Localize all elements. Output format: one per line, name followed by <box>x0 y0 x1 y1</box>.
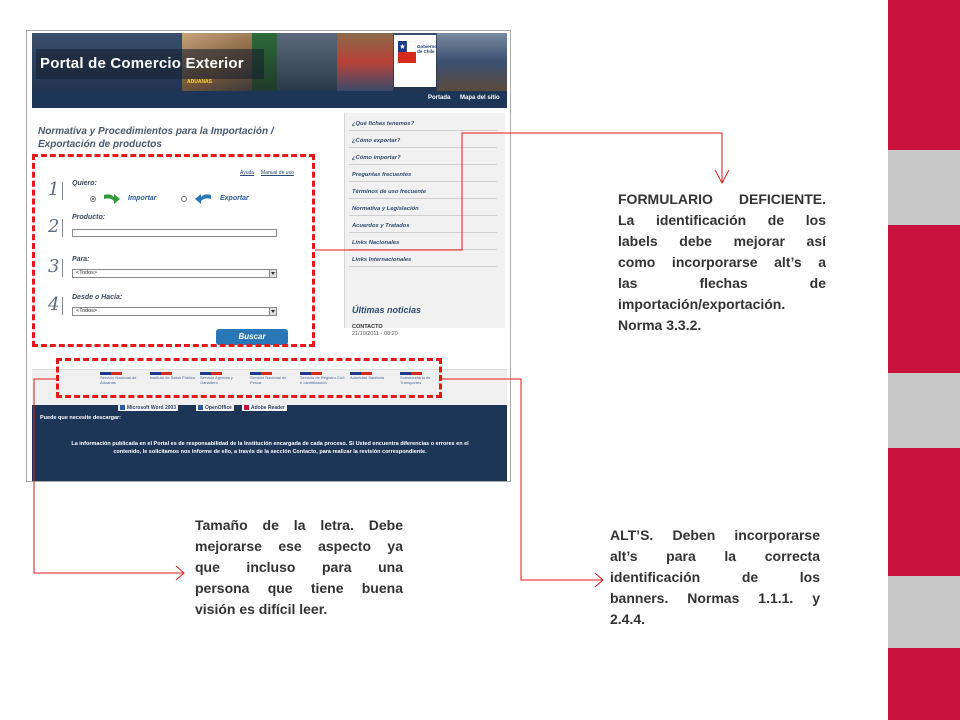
step-2-number: 2 <box>48 216 60 237</box>
para-select-value: <Todos> <box>76 270 98 276</box>
step-3-number: 3 <box>48 256 60 277</box>
annotation-alts-line: alt’s para la correcta <box>610 548 820 564</box>
annotation-alts-line: identificación de los <box>610 569 820 585</box>
sidebar-item[interactable]: Normativa y Legislación <box>349 202 497 216</box>
banner-label: Autoridad Sanitaria <box>350 375 385 380</box>
sidebar-item[interactable]: Términos de uso frecuente <box>349 185 497 199</box>
sidebar-item[interactable]: Links Nacionales <box>349 236 497 250</box>
annotation-formulario-line: como incorporarse alt’s a <box>618 254 826 270</box>
option-exportar[interactable]: Exportar <box>220 195 249 202</box>
annotation-tamano-letra <box>195 515 403 620</box>
footer-notice-line-2: contenido, le solicitamos nos informe de ello, a través de la sección Contacto, para realizar la revisión correspondiente. <box>113 449 427 455</box>
banner-label: Subsecretaría de Transportes <box>400 375 431 385</box>
banner-label: Servicio Nacional de Aduanas <box>100 375 137 385</box>
connector-font-size <box>34 379 184 573</box>
news-title: Últimas noticias <box>352 305 422 315</box>
annotation-alts-line: banners. Normas 1.1.1. y <box>610 590 820 606</box>
footer-notice-line-1: La información publicada en el Portal es de responsabilidad de la Institución encargada de cada proceso. Si Usted encuentra diferencias o errores en el <box>71 441 469 447</box>
banner-label: Servicio de Registro Civil e Identificación <box>300 375 345 385</box>
annotation-tamano-line: visión es difícil leer. <box>195 601 328 617</box>
gov-text-1: Gobierno <box>417 44 437 49</box>
annotation-alts-line: 2.4.4. <box>610 611 646 627</box>
sidebar-item[interactable]: Acuerdos y Tratados <box>349 219 497 233</box>
step-1-number: 1 <box>48 179 60 200</box>
annotation-tamano-line: persona que tiene buena <box>195 580 403 596</box>
banner-label: Servicio Agrícola y Ganadero <box>200 375 233 385</box>
annotation-tamano-line: mejorarse ese aspecto ya <box>195 538 403 554</box>
download-reader-label: Adobe Reader <box>251 405 285 411</box>
annotation-tamano-line: Tamaño de la letra. Debe <box>195 517 403 533</box>
annotation-formulario-line: las flechas de <box>618 275 826 291</box>
page-title-line-1: Normativa y Procedimientos para la Importación / <box>38 126 274 137</box>
annotation-tamano-line: que incluso para una <box>195 559 403 575</box>
link-manual-uso[interactable]: Manual de uso <box>261 170 294 176</box>
annotation-alts <box>610 525 820 630</box>
label-quiero: Quiero: <box>72 180 97 187</box>
nav-mapa-sitio[interactable]: Mapa del sitio <box>460 95 500 101</box>
portal-title: Portal de Comercio Exterior <box>36 49 264 79</box>
annotation-formulario-line: labels debe mejorar así <box>618 233 826 249</box>
desde-select-value: <Todos> <box>76 308 98 314</box>
connector-alts <box>442 379 603 580</box>
label-producto: Producto: <box>72 214 106 221</box>
page-title-line-2: Exportación de productos <box>38 139 162 150</box>
banner-label: Servicio Nacional de Pesca <box>250 375 287 385</box>
sidebar-item[interactable]: Links Internacionales <box>349 253 497 267</box>
sidebar-item[interactable]: ¿Cómo importar? <box>349 151 497 165</box>
gov-text-2: de Chile <box>417 49 435 54</box>
news-date: 21/10/2011 - 08:20 <box>352 331 398 337</box>
annotation-alts-line: ALT’S. Deben incorporarse <box>610 527 820 543</box>
nav-portada[interactable]: Portada <box>428 95 451 101</box>
sidebar-item[interactable]: Preguntas frecuentes <box>349 168 497 182</box>
step-4-number: 4 <box>48 294 60 315</box>
annotation-formulario <box>618 189 826 336</box>
news-item[interactable]: CONTACTO <box>352 324 383 330</box>
link-ayuda[interactable]: Ayuda <box>240 170 255 176</box>
annotation-formulario-line: FORMULARIO DEFICIENTE. <box>618 191 826 207</box>
label-desde-hacia: Desde o Hacia: <box>72 294 123 301</box>
buscar-button[interactable]: Buscar <box>216 329 288 345</box>
sidebar-item[interactable]: ¿Qué fichas tenemos? <box>349 117 497 131</box>
aduanas-label: ADUANAS <box>187 79 212 85</box>
label-para: Para: <box>72 256 90 263</box>
download-word-label: Microsoft Word 2003 <box>127 405 177 411</box>
annotation-formulario-line: La identificación de los <box>618 212 826 228</box>
sidebar-item[interactable]: ¿Cómo exportar? <box>349 134 497 148</box>
option-importar[interactable]: Importar <box>128 195 157 202</box>
annotation-formulario-line: Norma 3.3.2. <box>618 317 702 333</box>
download-label: Puede que necesite descargar: <box>40 415 122 421</box>
banner-label: Instituto de Salud Pública <box>150 375 196 380</box>
download-openoffice-label: OpenOffice <box>205 405 232 411</box>
annotation-formulario-line: importación/exportación. <box>618 296 786 312</box>
